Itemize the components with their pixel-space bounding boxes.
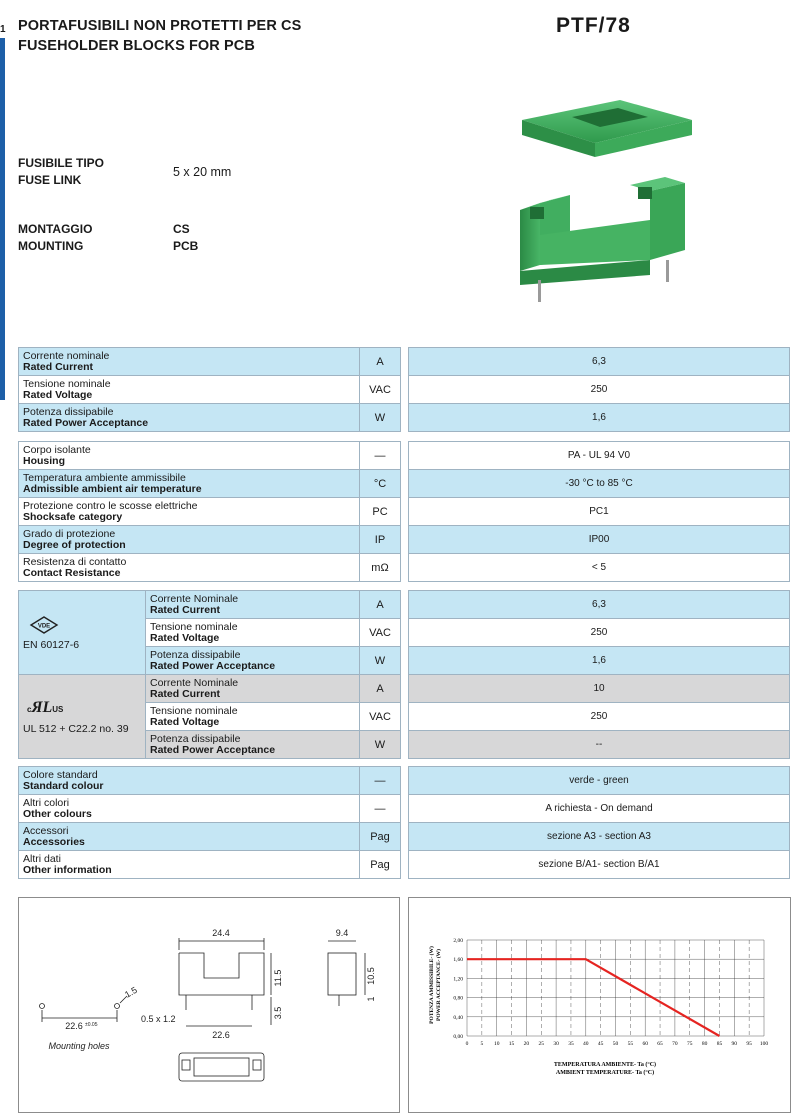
ul-cert-cell xyxy=(19,675,146,759)
x-tick-label: 90 xyxy=(731,1041,738,1047)
x-tick-label: 0 xyxy=(465,1041,469,1047)
vde-standard: EN 60127-6 xyxy=(23,638,80,651)
side-accent-bar xyxy=(0,38,5,400)
table-row: 1,6 xyxy=(409,404,790,432)
table-row: IP00 xyxy=(409,526,790,554)
table-row: sezione B/A1- section B/A1 xyxy=(409,851,790,879)
x-tick-label: 85 xyxy=(716,1041,723,1047)
table-row: -30 °C to 85 °C xyxy=(409,470,790,498)
derating-chart-panel xyxy=(408,897,791,1113)
table-row: 6,3 xyxy=(409,591,790,619)
title-italian: PORTAFUSIBILI NON PROTETTI PER CS xyxy=(18,18,302,34)
electrical-values-table xyxy=(408,347,790,432)
chart-xlabel: TEMPERATURA AMBIENTE- Ta (°C) xyxy=(553,1062,657,1068)
table-row: 1,6 xyxy=(409,647,790,675)
x-tick-label: 60 xyxy=(642,1041,648,1047)
page-title xyxy=(18,16,301,56)
table-row: -- xyxy=(409,731,790,759)
table-row: Tensione nominale Rated Voltage VAC xyxy=(19,376,401,404)
dim-holes-pitch-label: 22.6 xyxy=(65,1021,83,1031)
certification-values-table xyxy=(408,590,790,759)
table-row: 6,3 xyxy=(409,348,790,376)
table-row: VDE EN 60127-6 Corrente Nominale Rated Current A xyxy=(19,591,401,619)
x-tick-label: 70 xyxy=(672,1041,678,1047)
mount-label-it: MONTAGGIO xyxy=(18,222,93,236)
table-row: 250 xyxy=(409,619,790,647)
x-tick-label: 10 xyxy=(493,1041,500,1047)
table-row: Altri dati Other information Pag xyxy=(19,851,401,879)
electrical-ratings-table xyxy=(18,347,401,432)
table-row: Temperatura ambiente ammissibile Admissible ambient air temperature °C xyxy=(19,470,401,498)
chart-ylabel2: POWER ACCEPTANCE- (W) xyxy=(436,948,442,1022)
chart-xlabel2: AMBIENT TEMPERATURE- Ta (°C) xyxy=(555,1070,655,1076)
dim-pin2-label: 1 xyxy=(366,996,376,1002)
svg-text:VDE: VDE xyxy=(37,623,51,629)
table-row: Resistenza di contatto Contact Resistance mΩ xyxy=(19,554,401,582)
x-tick-label: 55 xyxy=(627,1041,634,1047)
mounting-value xyxy=(173,221,198,255)
table-row: Potenza dissipabile Rated Power Acceptance W xyxy=(19,731,401,759)
table-row: Potenza dissipabile Rated Power Acceptance W xyxy=(19,647,401,675)
table-row: Grado di protezione Degree of protection IP xyxy=(19,526,401,554)
table-row: cЯLUS UL 512 + C22.2 no. 39 Corrente Nominale Rated Current A xyxy=(19,675,401,703)
table-row: A richiesta - On demand xyxy=(409,795,790,823)
table-row: PC1 xyxy=(409,498,790,526)
table-row: Corrente nominale Rated Current A xyxy=(19,348,401,376)
table-row: 250 xyxy=(409,703,790,731)
x-tick-label: 65 xyxy=(657,1041,663,1047)
table-row: sezione A3 - section A3 xyxy=(409,823,790,851)
x-tick-label: 75 xyxy=(687,1041,693,1047)
y-tick-label: 0,00 xyxy=(453,1034,463,1040)
table-row: PA - UL 94 V0 xyxy=(409,442,790,470)
dimension-drawing xyxy=(19,898,399,1112)
table-row: < 5 xyxy=(409,554,790,582)
x-tick-label: 35 xyxy=(568,1041,574,1047)
x-tick-label: 20 xyxy=(523,1041,530,1047)
dim-pin-size-label: 0.5 x 1.2 xyxy=(141,1014,176,1024)
page-number: 1 xyxy=(0,24,6,35)
dim-pin-label: 3.5 xyxy=(273,1006,283,1020)
table-row: verde - green xyxy=(409,767,790,795)
ul-standard: UL 512 + C22.2 no. 39 xyxy=(23,722,129,735)
fuse-link-value: 5 x 20 mm xyxy=(173,165,232,179)
technical-drawing-panel xyxy=(18,897,400,1113)
x-tick-label: 15 xyxy=(508,1041,515,1047)
table-row: 10 xyxy=(409,675,790,703)
table-row: Altri colori Other colours — xyxy=(19,795,401,823)
table-row: Tensione nominale Rated Voltage VAC xyxy=(19,619,401,647)
dim-height2-label: 10.5 xyxy=(366,967,376,985)
dim-tolerance-label: ±0.05 xyxy=(85,1022,98,1028)
vde-logo-icon xyxy=(29,615,59,635)
x-tick-label: 5 xyxy=(480,1041,484,1047)
table-row: Accessori Accessories Pag xyxy=(19,823,401,851)
other-info-table xyxy=(18,766,401,879)
general-values-table xyxy=(408,441,790,582)
x-tick-label: 45 xyxy=(597,1041,604,1047)
dim-height-label: 11.5 xyxy=(273,969,283,987)
table-row: Corpo isolante Housing — xyxy=(19,442,401,470)
x-tick-label: 100 xyxy=(759,1041,769,1047)
y-tick-label: 0,80 xyxy=(453,995,463,1002)
other-values-table xyxy=(408,766,790,879)
fuse-label-it: FUSIBILE TIPO xyxy=(18,156,105,170)
y-tick-label: 1,20 xyxy=(453,976,463,983)
cul-us-logo-icon: cЯLUS xyxy=(27,698,64,716)
x-tick-label: 50 xyxy=(612,1041,619,1047)
title-english: FUSEHOLDER BLOCKS FOR PCB xyxy=(18,38,255,54)
dim-pitch-label: 22.6 xyxy=(212,1030,230,1040)
table-row: Colore standard Standard colour — xyxy=(19,767,401,795)
table-row: Protezione contro le scosse elettriche Shocksafe category PC xyxy=(19,498,401,526)
x-tick-label: 95 xyxy=(746,1041,752,1047)
chart-ylabel: POTENZA AMMISSIBILE- (W) xyxy=(429,946,435,1024)
fuse-label-en: FUSE LINK xyxy=(18,173,82,187)
dim-width-label: 24.4 xyxy=(212,928,230,938)
x-tick-label: 80 xyxy=(701,1041,708,1047)
certifications-table xyxy=(18,590,401,759)
mount-value-en: PCB xyxy=(173,239,199,253)
fuse-link-label xyxy=(18,155,104,189)
mount-value-it: CS xyxy=(173,222,190,236)
dim-depth-label: 9.4 xyxy=(335,928,349,938)
x-tick-label: 30 xyxy=(553,1041,559,1047)
table-row: Potenza dissipabile Rated Power Acceptance W xyxy=(19,404,401,432)
fuseholder-product-image xyxy=(500,95,715,320)
y-tick-label: 1,60 xyxy=(453,957,463,964)
x-tick-label: 25 xyxy=(538,1041,544,1047)
vde-cert-cell xyxy=(19,591,146,675)
y-tick-label: 0,40 xyxy=(453,1014,463,1021)
table-row: 250 xyxy=(409,376,790,404)
x-tick-label: 40 xyxy=(583,1041,589,1047)
general-specs-table xyxy=(18,441,401,582)
mounting-label xyxy=(18,221,92,255)
table-row: Tensione nominale Rated Voltage VAC xyxy=(19,703,401,731)
y-tick-label: 2,00 xyxy=(453,938,463,944)
mounting-holes-caption: Mounting holes xyxy=(48,1041,110,1051)
derating-chart xyxy=(409,898,790,1112)
mount-label-en: MOUNTING xyxy=(18,239,84,253)
dim-hole-label: 1.5 xyxy=(123,984,139,1000)
product-code: PTF/78 xyxy=(556,14,631,37)
